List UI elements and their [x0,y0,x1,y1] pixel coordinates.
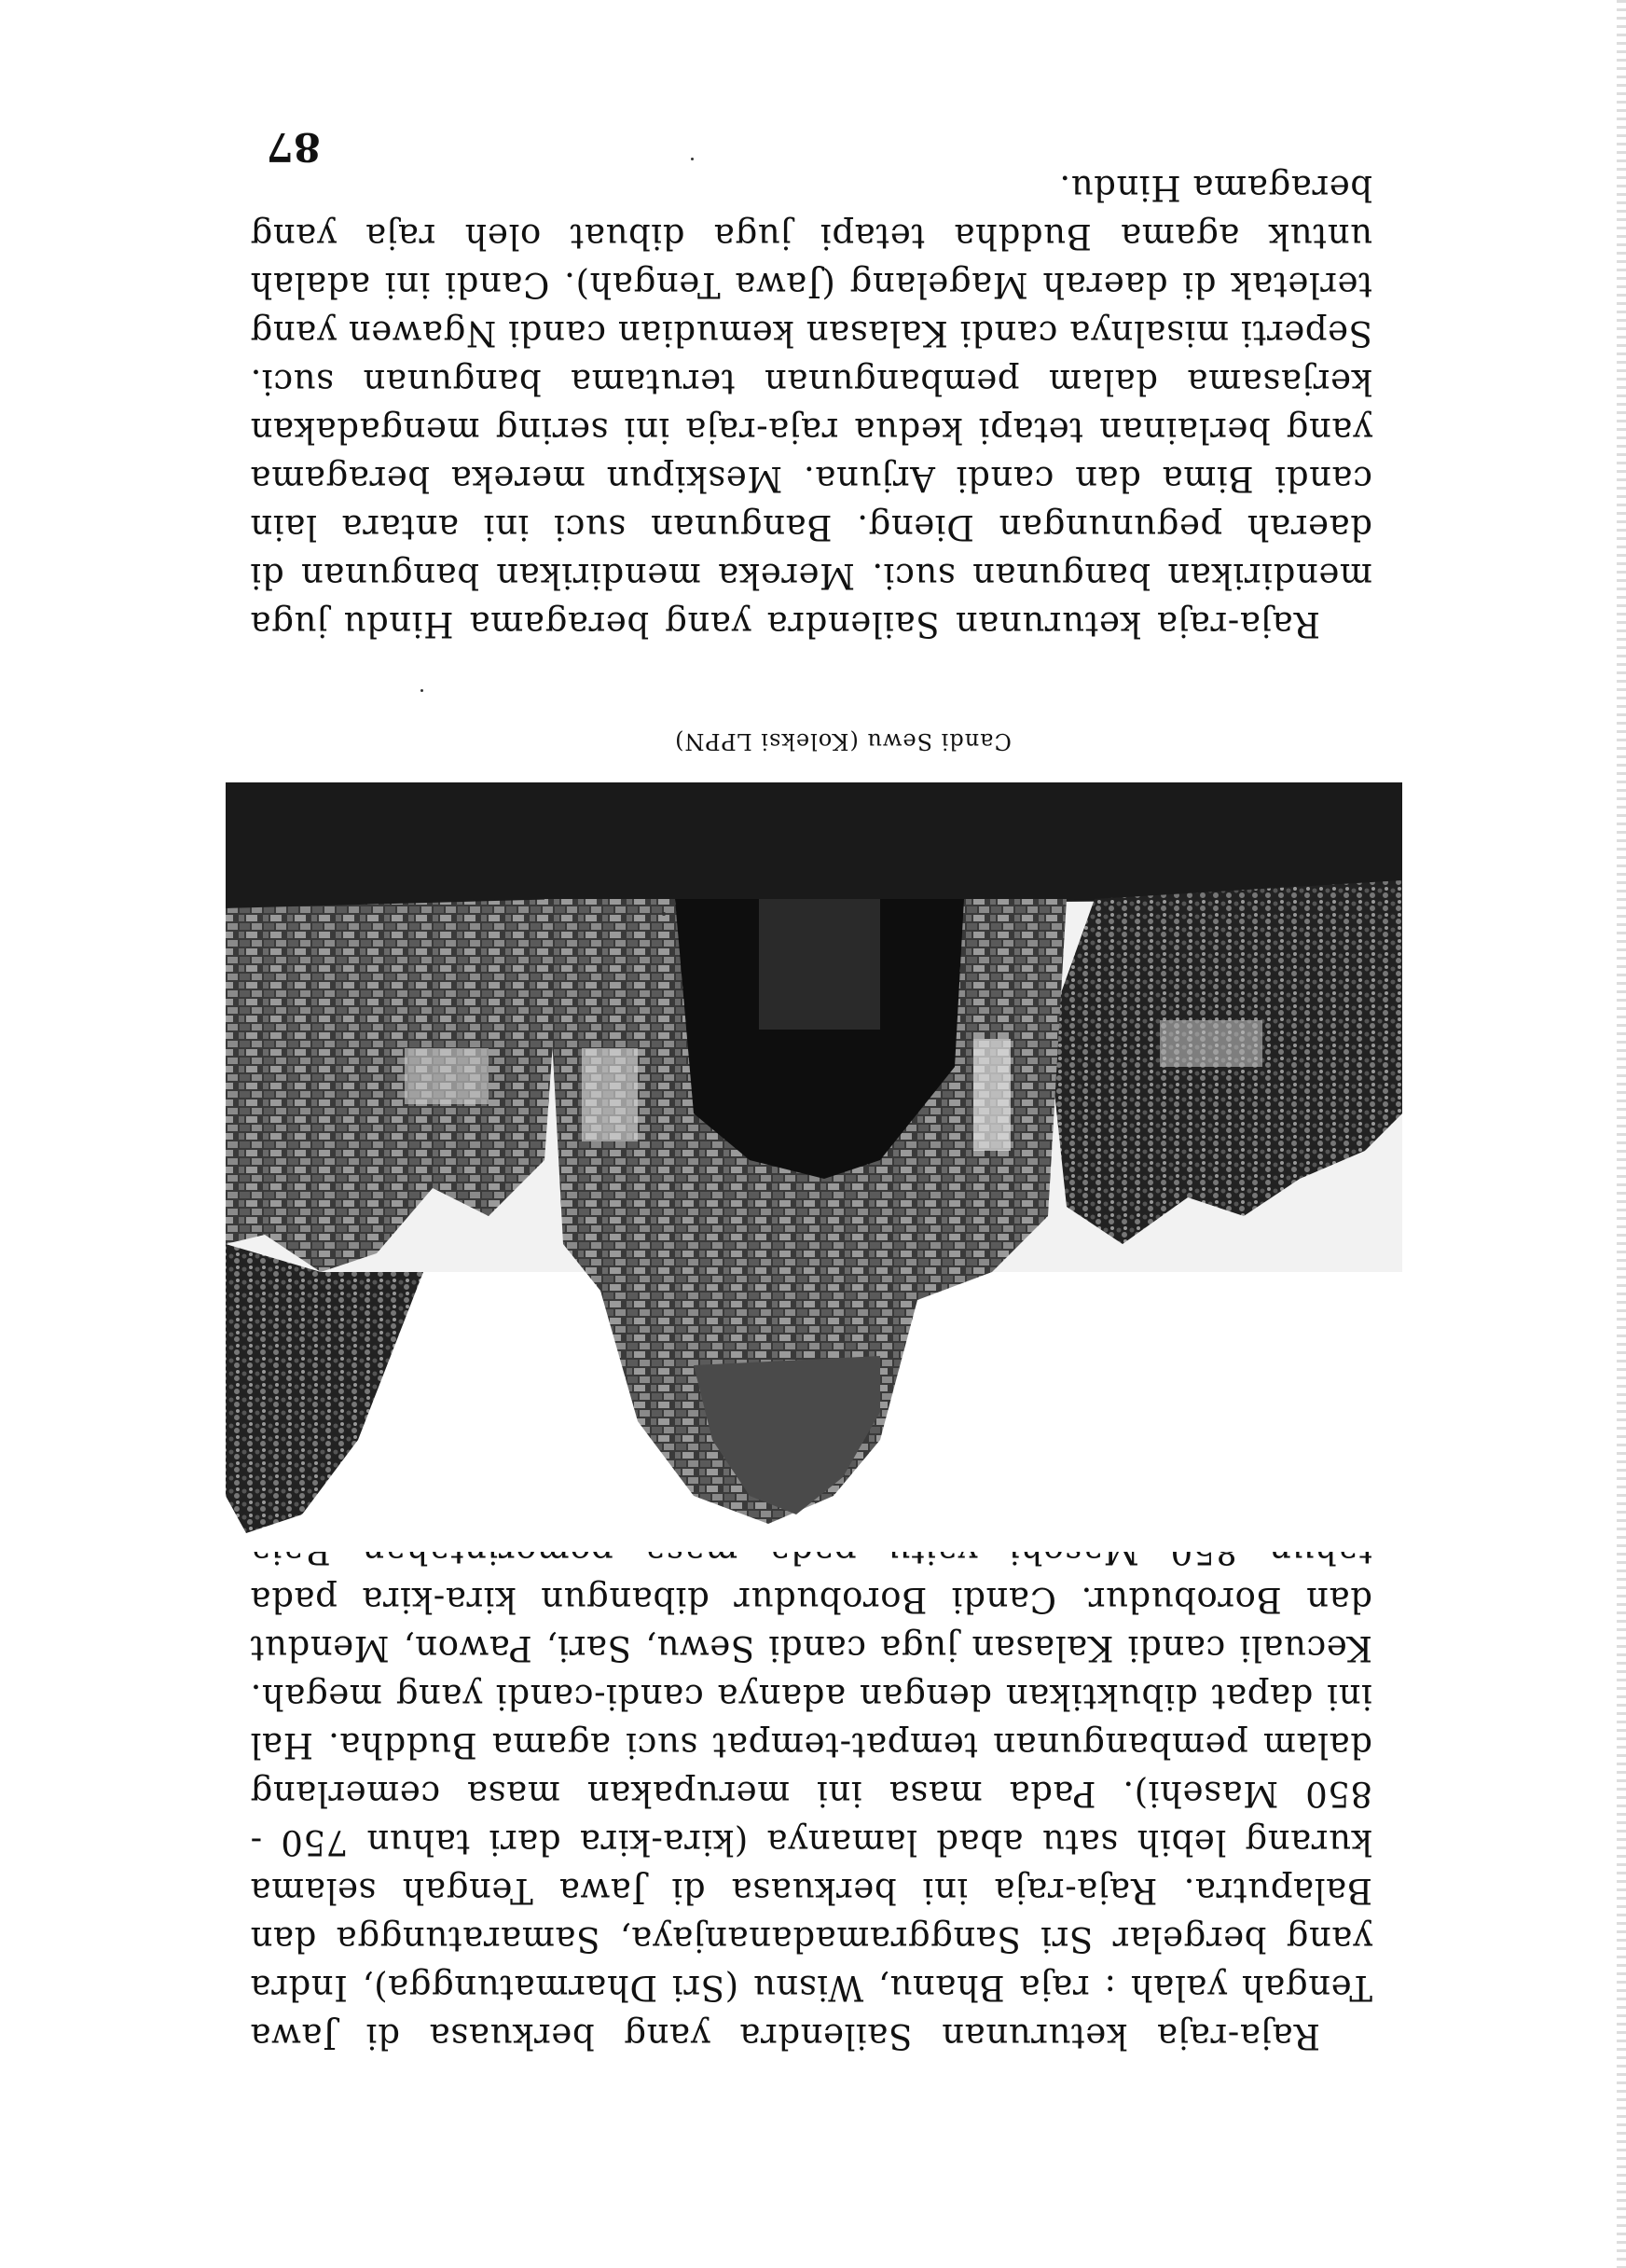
paragraph-1-text: Raja-raja keturunan Sailendra yang berkuasa di Jawa Tengah yalah : raja Bhanu, Wisnu (Sri Dharmatungga), Indra yang bergelar Sri Sanggramadananjaya, Samaratungga dan Balaputra. Raja-raja ini berkuasa di Jawa Tengah selama kurang lebih satu abad lamanya (kira-kira dari tahun 750 - 850 Masehi). Pada masa ini merupakan masa cemerlang dalam pembangunan tempat-tempat suci agama Buddha. Hal ini dapat dibuktikan dengan adanya candi-candi yang megah. Kecuali candi Kalasan juga candi Sewu, Sari, Pawon, Mendut dan Borobudur. Candi Borobudur dibangun kira-kira pada [250,1580,1372,2056]
paragraph-2-text: Raja-raja keturunan Sailendra yang beragama Hindu juga mendirikan bangunan suci. Mereka mendirikan bangunan di daerah pegunungan Dieng. Bangunan suci ini antara lain candi Bima dan candi Arjuna. Meskipun mereka beragama yang berlainan tetapi kedua raja-raja ini sering mengadakan kerjasama dalam pembangunan terutama bangunan suci. Seperti misalnya candi Kalasan kemudian candi Ngawen yang terletak di daerah Magelang (Jawa Tengah). Candi ini adalah untuk agama Buddha tetapi juga dibuat oleh raja yang beragama Hindu. [250,168,1372,644]
scan-edge-shadow [1617,0,1626,2268]
paragraph-sailendra-hindu-kings [250,163,1372,648]
candi-sewu-photo [226,782,1402,1552]
temple-photograph-image [226,782,1402,1552]
scan-speck [662,912,666,916]
photo-caption: Candi Sewu (Koleksi LPPN) [674,728,1012,754]
scan-speck [420,689,423,692]
scan-speck [691,158,694,160]
paragraph-sailendra-buddhist-kings [250,1478,1372,2060]
page-number: 87 [266,124,321,170]
